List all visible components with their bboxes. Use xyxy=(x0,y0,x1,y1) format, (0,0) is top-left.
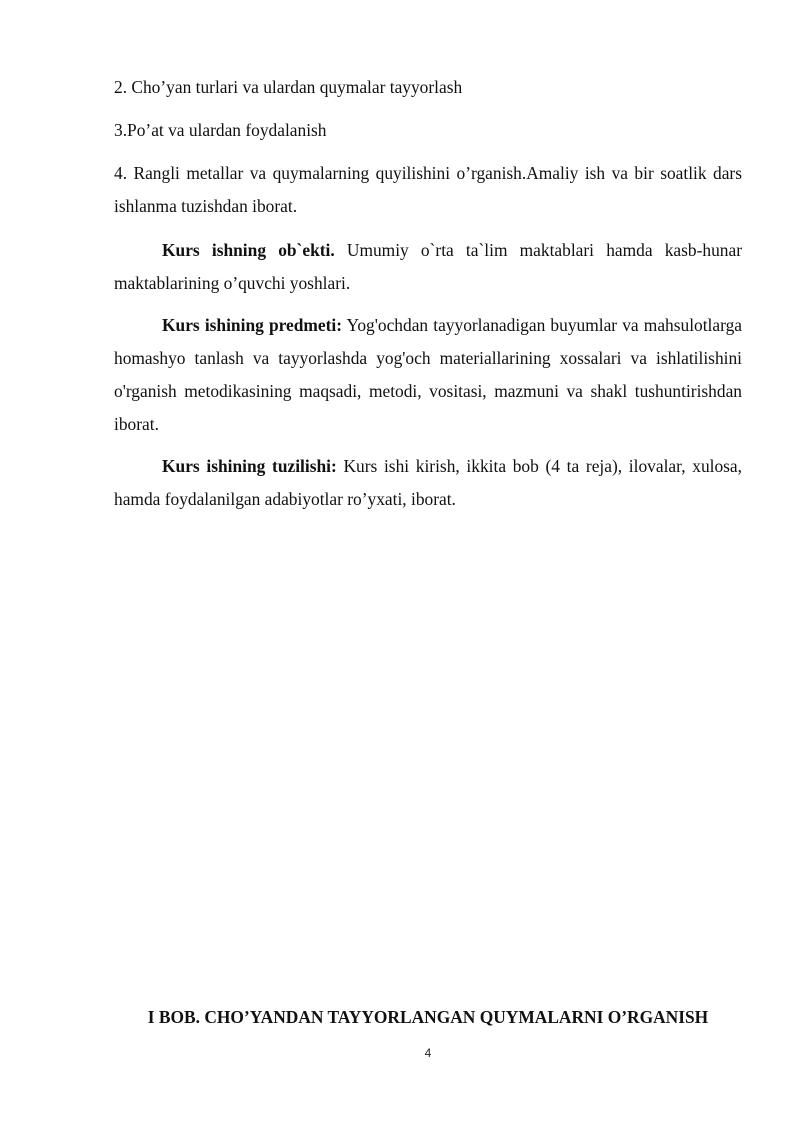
paragraph-object xyxy=(114,234,742,300)
paragraph-text: Yog'ochdan tayyorlanadigan buyumlar va mahsulotlarga homashyo tanlash va tayyorlashda yog'och materiallarining xossalari va ishlatilishini o'rganish metodikasining maqsadi, metodi, vositasi, mazmuni va shakl tushuntirishdan iborat. xyxy=(114,315,742,434)
paragraph-label: Kurs ishining tuzilishi: xyxy=(162,456,337,476)
list-item: 3.Po’at va ulardan foydalanish xyxy=(114,120,327,140)
paragraph-label: Kurs ishining predmeti: xyxy=(162,315,343,335)
list-item: 2. Cho’yan turlari va ulardan quymalar tayyorlash xyxy=(114,77,463,97)
paragraph-subject xyxy=(114,309,742,441)
paragraph-text: Kurs ishi kirish, ikkita bob (4 ta reja), ilovalar, xulosa, hamda foydalanilgan adabiyotlar ro’yxati, iborat. xyxy=(114,456,743,509)
paragraph-text: Umumiy o`rta ta`lim maktablari hamda kasb-hunar maktablarining o’quvchi yoshlari. xyxy=(114,240,742,293)
chapter-heading: I BOB. CHO’YANDAN TAYYORLANGAN QUYMALARNI O’RGANISH xyxy=(147,1007,709,1027)
paragraph-structure xyxy=(114,450,742,516)
paragraph-label: Kurs ishning ob`ekti. xyxy=(162,240,335,260)
page-number: 4 xyxy=(424,1046,432,1060)
list-item: 4. Rangli metallar va quymalarning quyilishini o’rganish.Amaliy ish va bir soatlik dars ishlanma tuzishdan iborat. xyxy=(114,163,742,216)
